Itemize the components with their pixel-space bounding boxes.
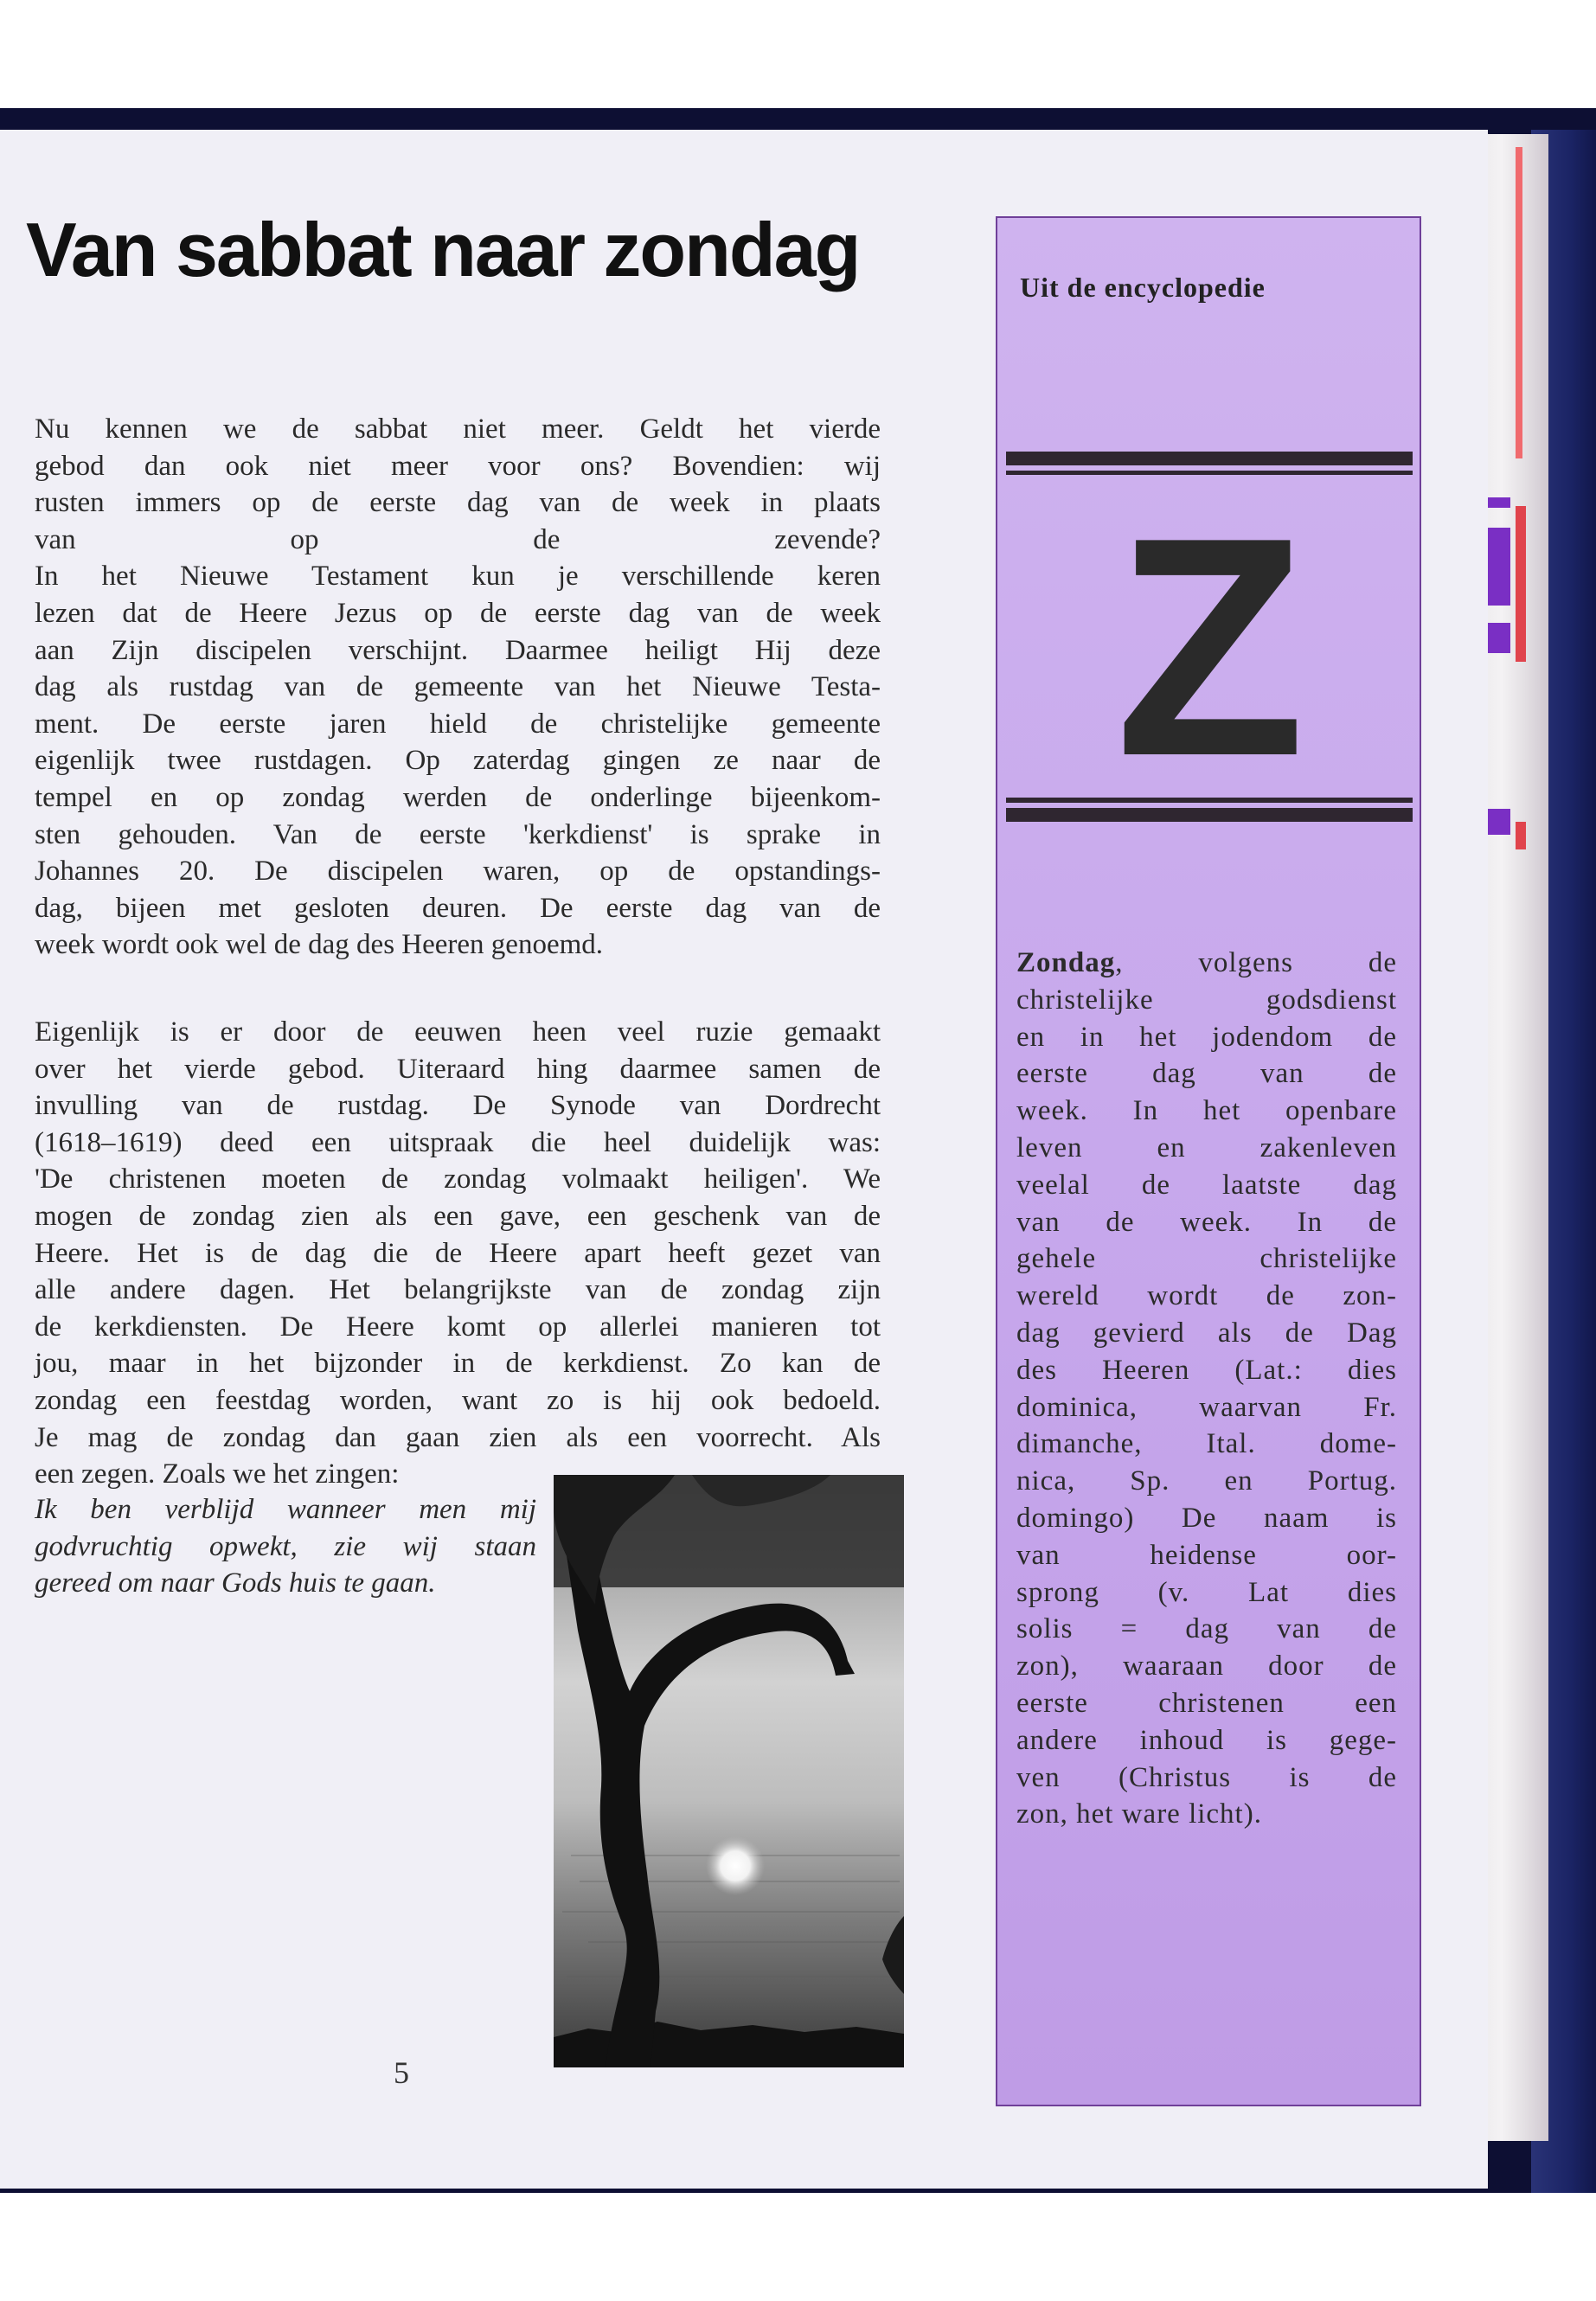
text-line: tempel en op zondag werden de onderlinge bijeenkom- [35, 781, 881, 813]
entry-line: nica, Sp. en Portug. [1016, 1465, 1397, 1497]
text-line: Nu kennen we de sabbat niet meer. Geldt het vierde [35, 413, 881, 445]
text-line: de kerkdiensten. De Heere komt op allerlei manieren tot [35, 1311, 881, 1343]
text-line: gereed om naar Gods huis te gaan. [35, 1567, 436, 1599]
entry-line: van de week. In de [1016, 1206, 1397, 1238]
entry-line [1016, 945, 1397, 982]
entry-term: Zondag [1016, 947, 1116, 978]
text-line: dag, bijeen met gesloten deuren. De eerste dag van de [35, 892, 881, 924]
index-tab [1486, 809, 1510, 835]
entry-line: sprong (v. Lat dies [1016, 1576, 1397, 1608]
entry-line-text: , volgens de [1115, 947, 1397, 978]
text-line: mogen de zondag zien als een gave, een geschenk van de [35, 1200, 881, 1232]
text-line: sten gehouden. Van de eerste 'kerkdienst' is sprake in [35, 818, 881, 850]
text-line: Heere. Het is de dag die de Heere apart heeft gezet van [35, 1237, 881, 1269]
entry-line: dominica, waarvan Fr. [1016, 1391, 1397, 1423]
index-tab [1486, 623, 1510, 653]
entry-line: ven (Christus is de [1016, 1761, 1397, 1793]
paragraph-2 [35, 1014, 881, 1493]
text-line: Je mag de zondag dan gaan zien als een voorrecht. Als [35, 1421, 881, 1453]
text-line: zondag een feestdag worden, want zo is hij ook bedoeld. [35, 1384, 881, 1416]
text-line: Johannes 20. De discipelen waren, op de opstandings- [35, 856, 881, 888]
text-line: over het vierde gebod. Uiteraard hing daarmee samen de [35, 1053, 881, 1085]
text-line: (1618–1619) deed een uitspraak die heel duidelijk was: [35, 1126, 881, 1158]
entry-line: des Heeren (Lat.: dies [1016, 1354, 1397, 1386]
text-line: invulling van de rustdag. De Synode van Dordrecht [35, 1090, 881, 1122]
page-number: 5 [394, 2055, 409, 2090]
text-line: lezen dat de Heere Jezus op de eerste dag van de week [35, 597, 881, 629]
entry-line: solis = dag van de [1016, 1613, 1397, 1645]
entry-line: wereld wordt de zon- [1016, 1280, 1397, 1312]
entry-line: christelijke godsdienst [1016, 984, 1397, 1016]
entry-line: week. In het openbare [1016, 1095, 1397, 1127]
tree-photo [554, 1475, 904, 2067]
entry-line: veelal de laatste dag [1016, 1169, 1397, 1201]
text-line: van op de zevende? [35, 523, 881, 555]
entry-line: eerste christenen een [1016, 1687, 1397, 1719]
sidebar-header: Uit de encyclopedie [1020, 272, 1266, 303]
text-line: Eigenlijk is er door de eeuwen heen veel ruzie gemaakt [35, 1016, 881, 1048]
entry-line: andere inhoud is gege- [1016, 1724, 1397, 1756]
text-line: Ik ben verblijd wanneer men mij [35, 1494, 536, 1525]
text-line: eigenlijk twee rustdagen. Op zaterdag gingen ze naar de [35, 745, 881, 777]
text-line: week wordt ook wel de dag des Heeren genoemd. [35, 929, 604, 961]
entry-line: gehele christelijke [1016, 1243, 1397, 1275]
encyclopedia-sidebar [996, 216, 1421, 2106]
page-title: Van sabbat naar zondag [26, 207, 860, 292]
text-line: godvruchtig opwekt, zie wij staan [35, 1530, 536, 1562]
text-line: dag als rustdag van de gemeente van het Nieuwe Testa- [35, 671, 881, 703]
text-line: 'De christenen moeten de zondag volmaakt heiligen'. We [35, 1163, 881, 1195]
psalm-quote [35, 1491, 536, 1602]
encyclopedia-entry [1016, 945, 1397, 1833]
text-line: aan Zijn discipelen verschijnt. Daarmee heiligt Hij deze [35, 634, 881, 666]
text-line: In het Nieuwe Testament kun je verschillende keren [35, 561, 881, 593]
text-line: jou, maar in het bijzonder in de kerkdienst. Zo kan de [35, 1348, 881, 1380]
text-line: een zegen. Zoals we het zingen: [35, 1458, 400, 1490]
entry-line: leven en zakenleven [1016, 1131, 1397, 1163]
text-line: rusten immers op de eerste dag van de week in plaats [35, 487, 881, 519]
text-line: gebod dan ook niet meer voor ons? Bovendien: wij [35, 450, 881, 482]
text-line: ment. De eerste jaren hield de christelijke gemeente [35, 708, 881, 740]
entry-line: zon, het ware licht). [1016, 1798, 1262, 1830]
letter-z-illustration [997, 452, 1423, 832]
entry-line: zon), waaraan door de [1016, 1650, 1397, 1682]
index-tab [1486, 497, 1510, 508]
text-line: alle andere dagen. Het belangrijkste van de zondag zijn [35, 1274, 881, 1306]
z-letter: Z [1115, 473, 1305, 821]
entry-line: en in het jodendom de [1016, 1021, 1397, 1053]
entry-line: van heidense oor- [1016, 1539, 1397, 1571]
entry-line: dag gevierd als de Dag [1016, 1317, 1397, 1349]
index-tab [1516, 506, 1526, 662]
paragraph-1 [35, 411, 881, 964]
index-tab [1516, 822, 1526, 849]
entry-line: eerste dag van de [1016, 1058, 1397, 1090]
index-tab [1516, 147, 1522, 458]
entry-line: dimanche, Ital. dome- [1016, 1428, 1397, 1460]
index-tab [1486, 528, 1510, 606]
entry-line: domingo) De naam is [1016, 1502, 1397, 1534]
